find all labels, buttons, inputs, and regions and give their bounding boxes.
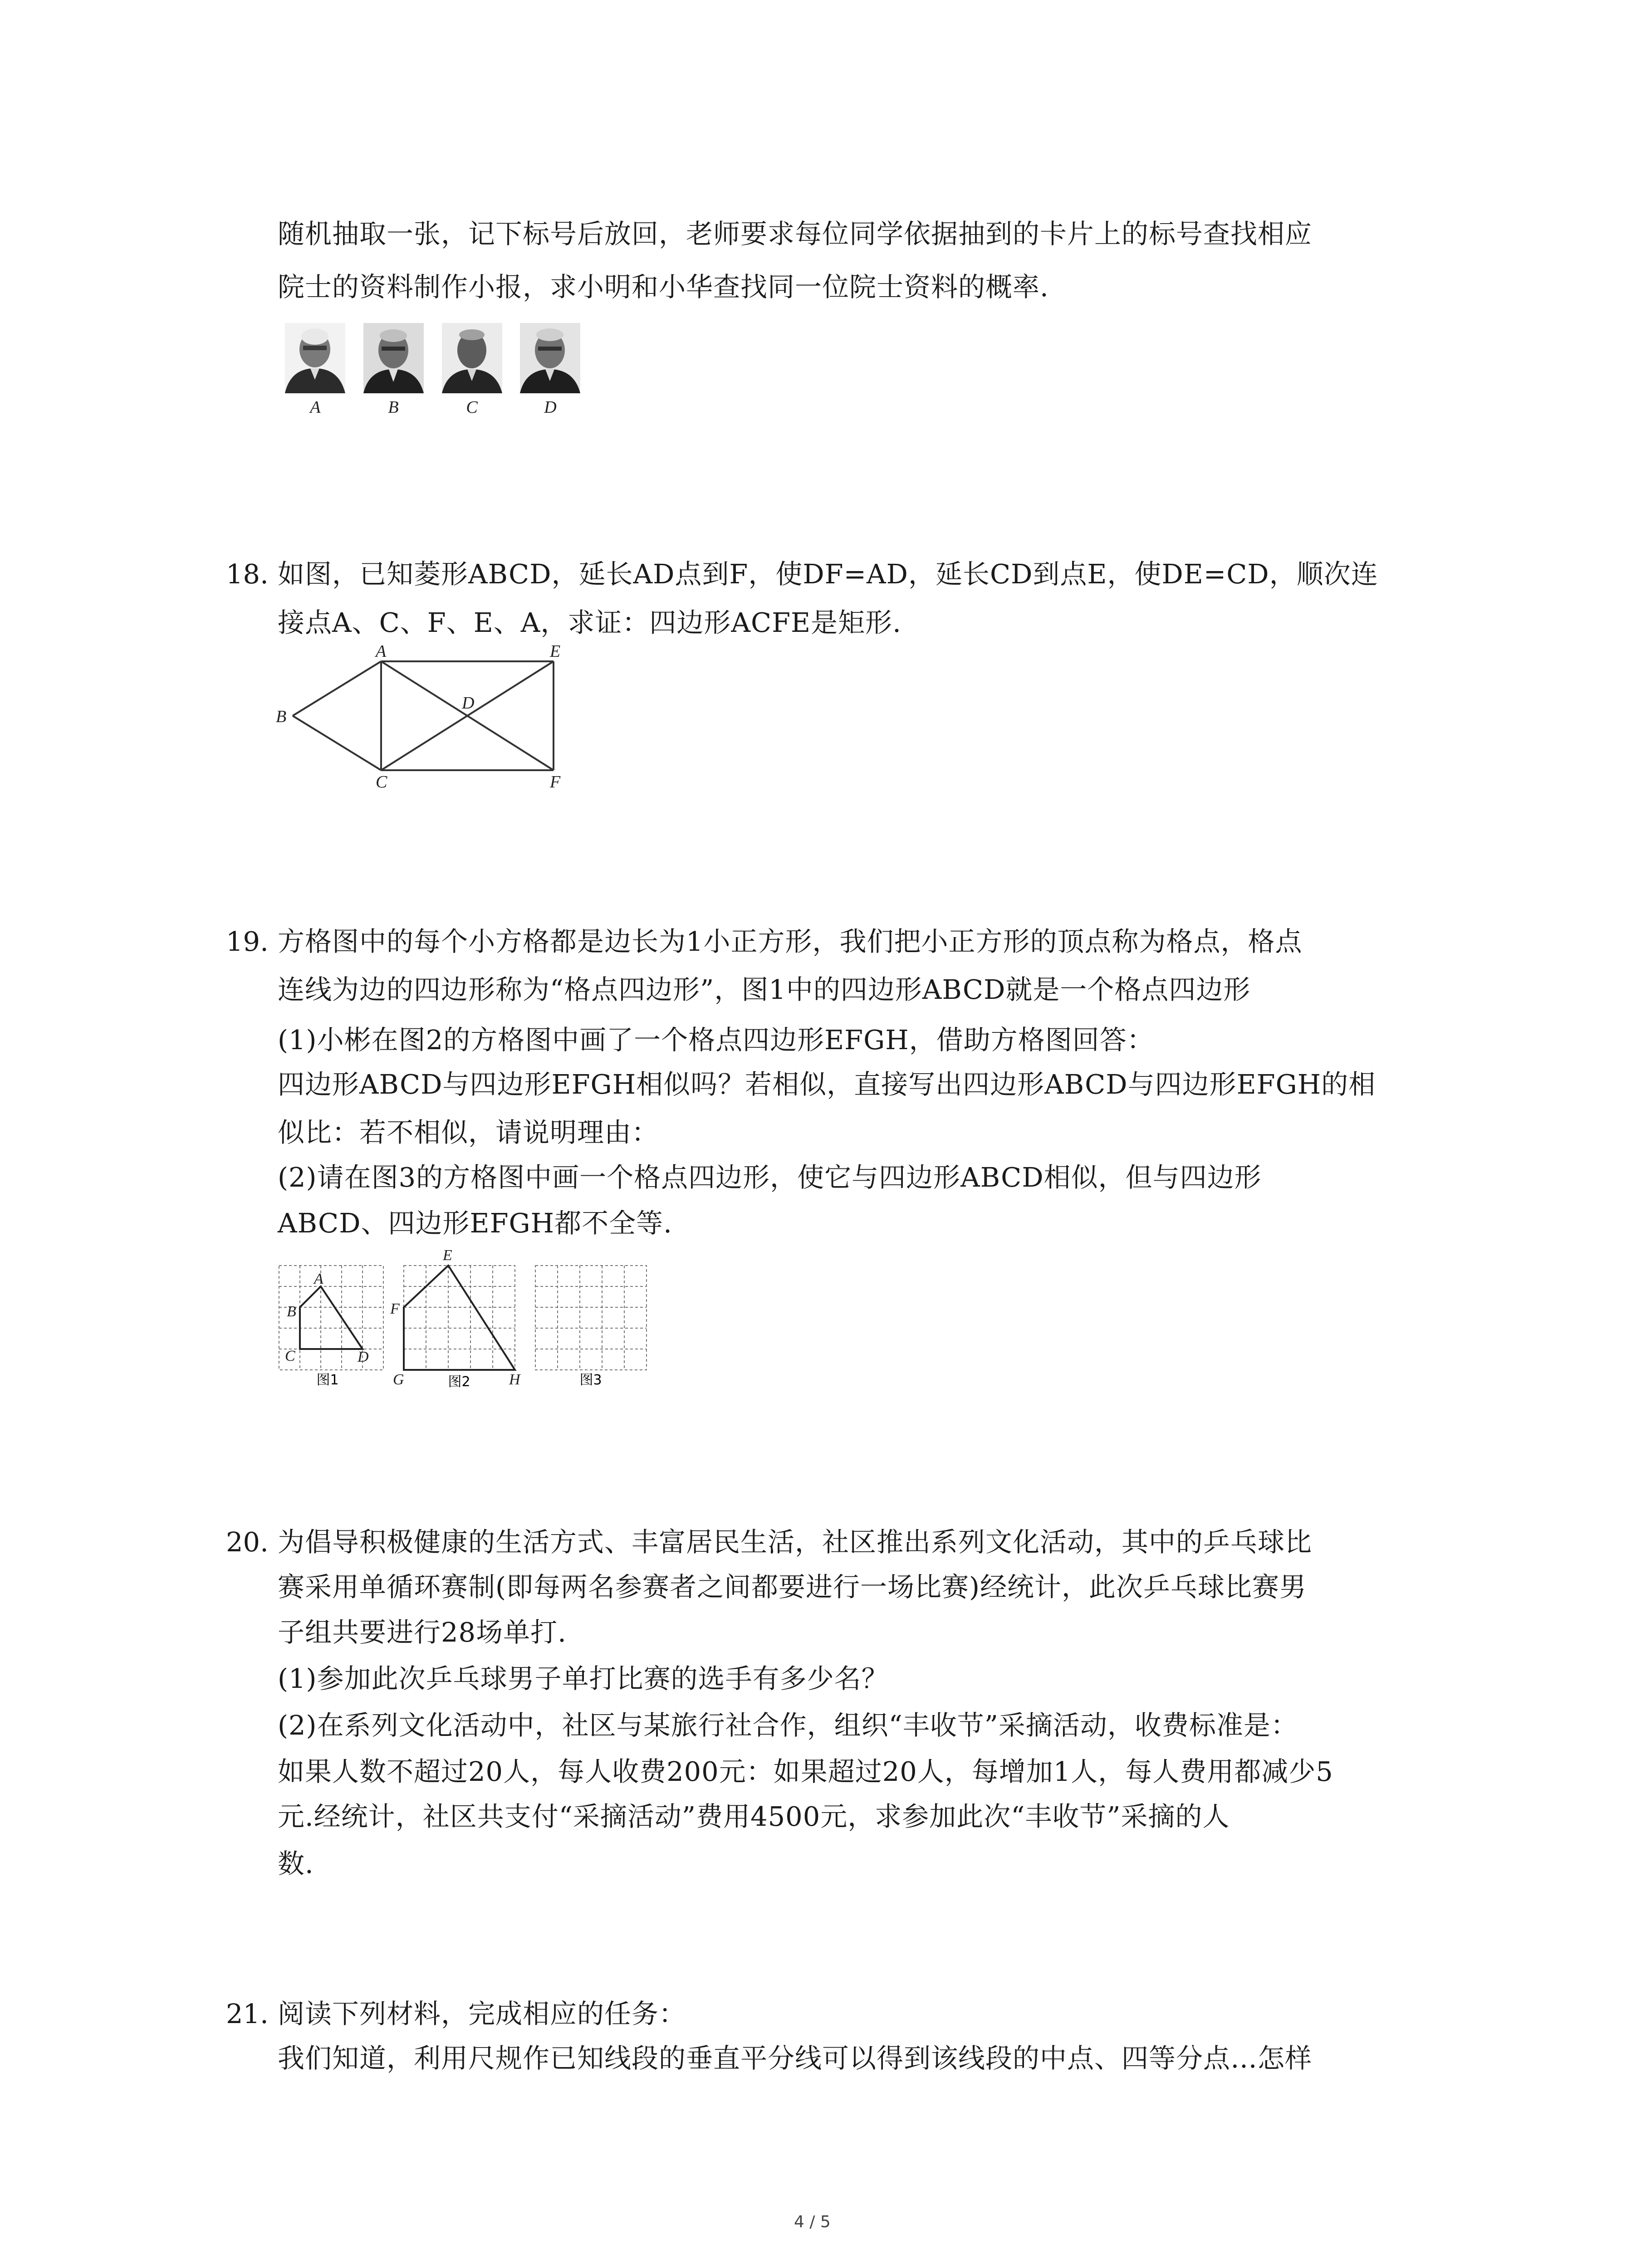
fig1-label-a: A [314, 1271, 323, 1287]
segment-bc [293, 716, 381, 770]
grid-figure-3 [526, 1238, 653, 1388]
caption-figure-2: 图2 [448, 1374, 470, 1388]
portrait-d [520, 323, 580, 393]
question-number-19: 19. [226, 926, 269, 957]
fig2-label-e: E [443, 1247, 452, 1264]
fig1-label-d: D [358, 1349, 369, 1365]
fig2-label-f: F [390, 1300, 400, 1317]
q20-line-2: 赛采用单循环赛制(即每两名参赛者之间都要进行一场比赛)经统计，此次乒乓球比赛男 [278, 1571, 1307, 1603]
q20-line-5: (2)在系列文化活动中，社区与某旅行社合作，组织“丰收节”采摘活动，收费标准是： [278, 1710, 1298, 1741]
quadrilateral-abcd [300, 1286, 362, 1349]
q20-line-7: 元.经统计，社区共支付“采摘活动”费用4500元，求参加此次“丰收节”采摘的人 [278, 1801, 1230, 1832]
portrait-b [363, 323, 424, 393]
q19-line-7: ABCD、四边形EFGH都不全等. [278, 1207, 672, 1239]
caption-figure-3: 图3 [579, 1372, 602, 1388]
q21-line-2: 我们知道，利用尺规作已知线段的垂直平分线可以得到该线段的中点、四等分点…怎样 [278, 2043, 1313, 2074]
portrait-label-c: C [466, 398, 478, 417]
grid-figure-2 [390, 1225, 526, 1388]
portrait-a [285, 323, 345, 393]
q20-line-3: 子组共要进行28场单打. [278, 1617, 567, 1648]
q19-line-1: 方格图中的每个小方格都是边长为1小正方形，我们把小正方形的顶点称为格点，格点 [278, 926, 1303, 957]
question-number-21: 21. [226, 1998, 269, 2029]
fig2-label-g: G [393, 1371, 404, 1388]
label-e: E [550, 642, 561, 661]
portrait-label-a: A [310, 398, 321, 417]
segment-ba [293, 661, 381, 716]
q17-line-2: 院士的资料制作小报，求小明和小华查找同一位院士资料的概率. [278, 271, 1049, 303]
q17-line-1: 随机抽取一张，记下标号后放回，老师要求每位同学依据抽到的卡片上的标号查找相应 [278, 218, 1313, 249]
portrait-labels [272, 394, 599, 421]
q19-line-2: 连线为边的四边形称为“格点四边形”，图1中的四边形ABCD就是一个格点四边形 [278, 974, 1251, 1005]
q20-line-4: (1)参加此次乒乓球男子单打比赛的选手有多少名？ [278, 1663, 889, 1694]
q19-line-4: 四边形ABCD与四边形EFGH相似吗？若相似，直接写出四边形ABCD与四边形EFGH的相 [278, 1069, 1376, 1100]
q18-line-2: 接点A、C、F、E、A，求证：四边形ACFE是矩形. [278, 607, 901, 638]
label-d: D [462, 694, 475, 713]
portrait-label-d: D [544, 398, 557, 417]
fig2-label-h: H [509, 1371, 520, 1388]
label-b: B [276, 707, 287, 726]
page-number: 4 / 5 [794, 2213, 831, 2231]
caption-figure-1: 图1 [316, 1372, 339, 1388]
label-f: F [550, 772, 561, 792]
quadrilateral-efgh [404, 1266, 515, 1370]
q19-line-6: (2)请在图3的方格图中画一个格点四边形，使它与四边形ABCD相似，但与四边形 [278, 1162, 1262, 1193]
fig1-label-c: C [285, 1348, 295, 1364]
question-number-20: 20. [226, 1526, 269, 1558]
question-number-18: 18. [226, 558, 269, 590]
grid-figure-1 [272, 1238, 390, 1388]
q20-line-8: 数. [278, 1848, 314, 1879]
q18-line-1: 如图，已知菱形ABCD，延长AD点到F，使DF=AD，延长CD到点E，使DE=CD，顺次连 [278, 558, 1378, 590]
q19-line-5: 似比：若不相似，请说明理由： [278, 1117, 659, 1148]
portrait-label-b: B [388, 398, 399, 417]
fig1-label-b: B [287, 1303, 296, 1320]
q20-line-1: 为倡导积极健康的生活方式、丰富居民生活，社区推出系列文化活动，其中的乒乓球比 [278, 1526, 1313, 1558]
portrait-c [442, 323, 502, 393]
label-a: A [376, 642, 387, 661]
q19-line-3: (1)小彬在图2的方格图中画了一个格点四边形EFGH，借助方格图回答： [278, 1024, 1154, 1056]
q21-line-1: 阅读下列材料，完成相应的任务： [278, 1998, 686, 2029]
rhombus-rectangle-figure [268, 635, 585, 798]
label-c: C [376, 772, 387, 792]
q20-line-6: 如果人数不超过20人，每人收费200元：如果超过20人，每增加1人，每人费用都减少5 [278, 1756, 1333, 1787]
